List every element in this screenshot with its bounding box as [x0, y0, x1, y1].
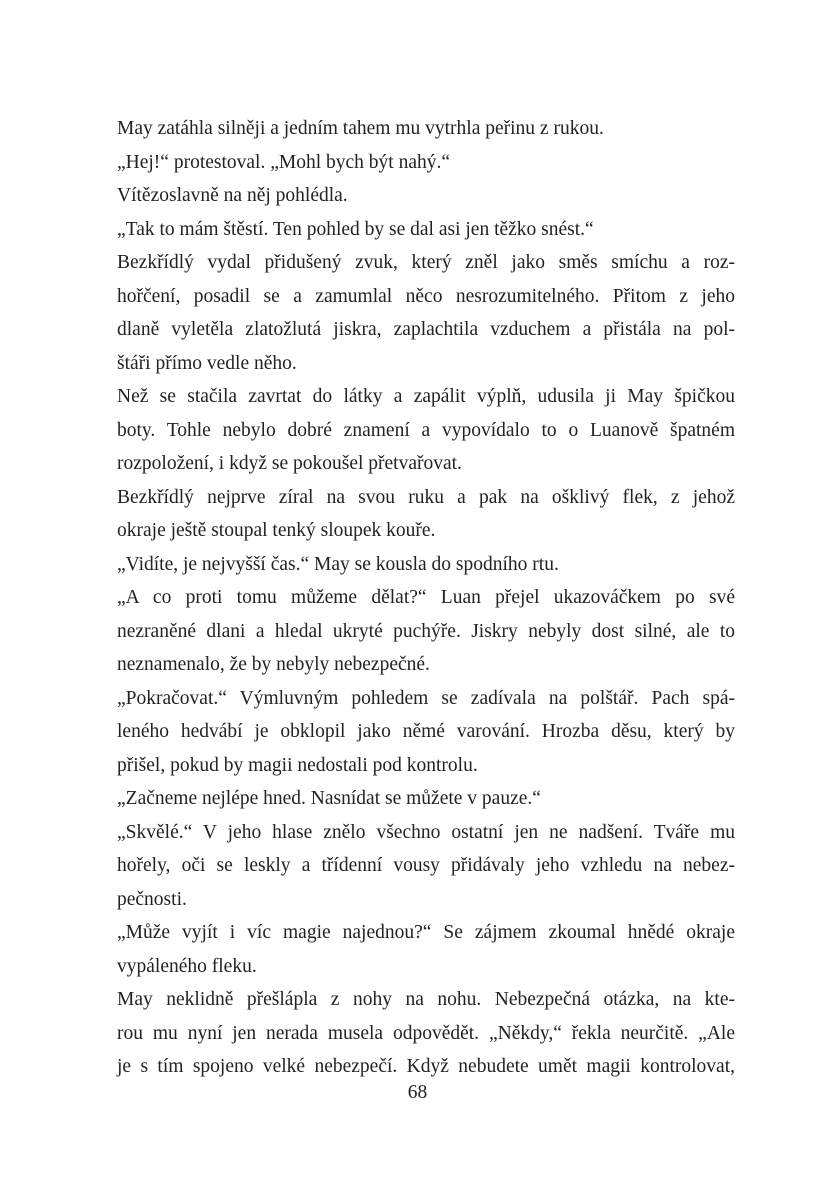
text-line: pečnosti.	[117, 888, 187, 910]
text-line: Bezkřídlý nejprve zíral na svou ruku a pak na ošklivý flek, z jehož	[117, 486, 735, 508]
text-line: dlaně vyletěla zlatožlutá jiskra, zaplachtila vzduchem a přistála na pol-	[117, 319, 735, 340]
text-line: hořčení, posadil se a zamumlal něco nesrozumitelného. Přitom z jeho	[117, 285, 735, 307]
text-line: je s tím spojeno velké nebezpečí. Když nebudete umět magii kontrolovat,	[117, 1056, 735, 1077]
text-line: štáři přímo vedle něho.	[117, 352, 297, 374]
text-line: „Skvělé.“ V jeho hlase znělo všechno ostatní jen ne nadšení. Tváře mu	[117, 821, 735, 843]
text-line: leného hedvábí je obklopil jako němé varování. Hrozba děsu, který by	[117, 721, 735, 742]
text-line: „Vidíte, je nejvyšší čas.“ May se kousla do spodního rtu.	[117, 553, 559, 575]
text-line: May neklidně přešlápla z nohy na nohu. Nebezpečná otázka, na kte-	[117, 989, 735, 1010]
text-line: „Může vyjít i víc magie najednou?“ Se zájmem zkoumal hnědé okraje	[117, 922, 735, 943]
text-line: Než se stačila zavrtat do látky a zapálit výplň, udusila ji May špičkou	[117, 386, 735, 407]
text-line: nezraněné dlani a hledal ukryté puchýře. Jiskry nebyly dost silné, ale to	[117, 620, 735, 642]
text-line: boty. Tohle nebylo dobré znamení a vypovídalo to o Luanově špatném	[117, 419, 735, 441]
text-line: okraje ještě stoupal tenký sloupek kouře.	[117, 520, 436, 541]
text-line: vypáleného fleku.	[117, 955, 257, 977]
text-line: Bezkřídlý vydal přidušený zvuk, který zněl jako směs smíchu a roz-	[117, 252, 735, 273]
text-line: „Začneme nejlépe hned. Nasnídat se můžete v pauze.“	[117, 788, 541, 809]
text-line: „A co proti tomu můžeme dělat?“ Luan přejel ukazováčkem po své	[117, 587, 735, 608]
text-line: May zatáhla silněji a jedním tahem mu vytrhla peřinu z rukou.	[117, 118, 604, 139]
text-line: neznamenalo, že by nebyly nebezpečné.	[117, 654, 430, 675]
text-line: rou mu nyní jen nerada musela odpovědět. „Někdy,“ řekla neurčitě. „Ale	[117, 1022, 735, 1044]
page-number: 68	[407, 1082, 428, 1103]
text-line: „Pokračovat.“ Výmluvným pohledem se zadívala na polštář. Pach spá-	[117, 687, 735, 709]
text-line: Vítězoslavně na něj pohlédla.	[117, 185, 348, 206]
body-text	[117, 112, 735, 1084]
text-line: hořely, oči se leskly a třídenní vousy přidávaly jeho vzhledu na nebez-	[117, 855, 735, 876]
text-line: „Hej!“ protestoval. „Mohl bych být nahý.“	[117, 151, 451, 173]
text-line: „Tak to mám štěstí. Ten pohled by se dal asi jen těžko snést.“	[117, 218, 594, 240]
text-line: přišel, pokud by magii nedostali pod kontrolu.	[117, 754, 478, 776]
text-line: rozpoložení, i když se pokoušel přetvařovat.	[117, 453, 462, 474]
